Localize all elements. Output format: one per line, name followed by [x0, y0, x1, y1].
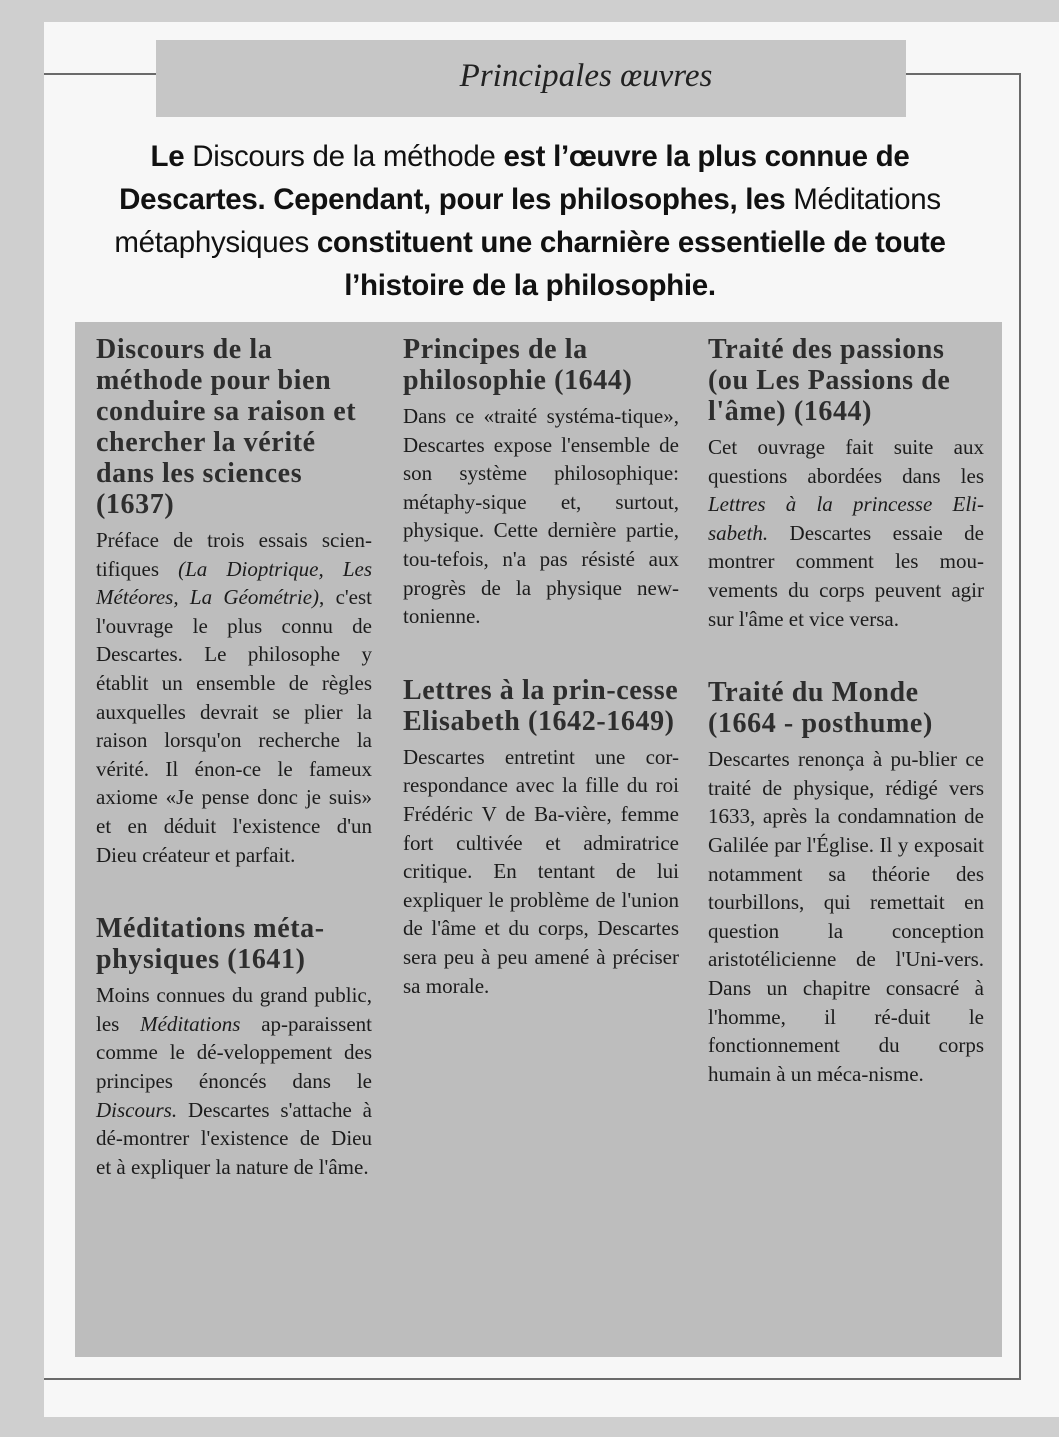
heading-lettres: Lettres à la prin-cesse Elisabeth (1642-1649): [403, 674, 679, 737]
title-band: [156, 40, 906, 117]
heading-traite-monde: Traité du Monde (1664 - posthume): [708, 677, 933, 740]
intro-part-3: est l’œuvre la plus connue de Descartes. Cependant, pour les philosophes, les: [119, 140, 910, 216]
frame-line-right: [1019, 73, 1021, 1380]
intro-part-2: Discours de la méthode: [192, 140, 496, 173]
heading-principes: Principes de la philosophie (1644): [403, 334, 633, 396]
heading-meditations: Méditations méta-physiques (1641): [96, 913, 325, 976]
text-lettres: Descartes entretint une cor-respondance avec la fille du roi Frédéric V de Ba-vière, femme fort cultivée et admiratrice critique. En tentant de lui expliquer le problème de l'union de l'âme et du corps, Descartes sera peu à peu amené à préciser sa morale.: [403, 744, 679, 998]
frame-line-top-right: [906, 73, 1020, 75]
frame-line-top-left: [44, 73, 156, 75]
intro-statement: [100, 135, 960, 307]
text-traite-passions: Cet ouvrage fait suite aux questions abordées dans les Lettres à la princesse Eli-sabeth. Descartes essaie de montrer comment les mou-vements du corps peuvent agir sur l'âme et vice versa.: [708, 435, 985, 631]
frame-line-bottom: [44, 1378, 1021, 1380]
intro-part-4: Méditations métaphysiques: [114, 183, 941, 259]
text-principes: Dans ce «traité systéma-tique», Descartes expose l'ensemble de son système philosophique: métaphy-sique et, surtout, physique. Cette dernière partie, tou-tefois, n'a pas résisté aux progrès de la physique new-tonienne.: [403, 404, 679, 629]
page-title: Principales œuvres: [459, 58, 713, 94]
heading-discours: Discours de la méthode pour bien conduire sa raison et chercher la vérité dans les sciences (1637): [96, 334, 357, 520]
column-3: [708, 334, 984, 1088]
intro-part-5: constituent une charnière essentielle de toute l’histoire de la philosophie.: [316, 226, 946, 302]
text-traite-monde: Descartes renonça à pu-blier ce traité de physique, rédigé vers 1633, après la condamnation de Galilée par l'Église. Il y exposait notamment sa théorie des tourbillons, qui remettait en question la conception aristotélicienne de l'Uni-vers. Dans un chapitre consacré à l'homme, il ré-duit le fonctionnement du corps humain à un méca-nisme.: [708, 747, 984, 1086]
text-meditations: Moins connues du grand public, les Méditations ap-paraissent comme le dé-veloppement des principes énoncés dans le Discours. Descartes s'attache à dé-montrer l'existence de Dieu et à expliquer la nature de l'âme.: [96, 983, 373, 1179]
column-1: [96, 334, 372, 1181]
column-2: [403, 334, 679, 1000]
text-discours: Préface de trois essais scien-tifiques (La Dioptrique, Les Météores, La Géométrie), c'est l'ouvrage le plus connu de Descartes. Le philosophe y établit un ensemble de règles auxquelles devrait se plier la raison lorsqu'on recherche la vérité. Il énon-ce le fameux axiome «Je pense donc je suis» et en déduit l'existence d'un Dieu créateur et parfait.: [96, 528, 372, 867]
intro-part-1: Le: [150, 140, 185, 173]
heading-traite-passions: Traité des passions (ou Les Passions de l'âme) (1644): [708, 334, 951, 427]
